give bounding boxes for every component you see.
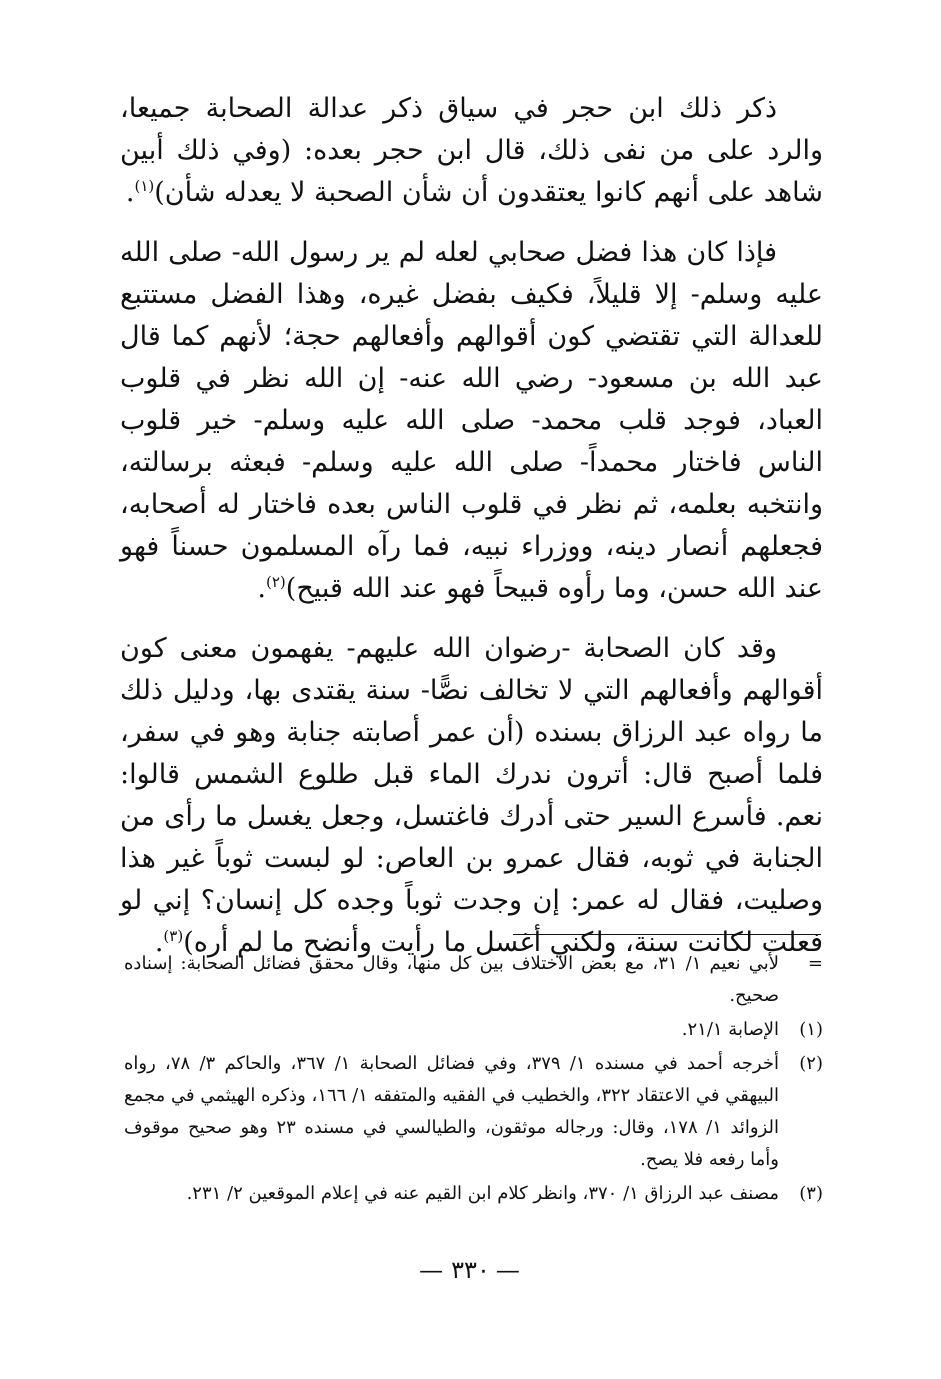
footnotes-section — [124, 948, 823, 1210]
paragraph-3-ending: . — [154, 927, 164, 958]
paragraph-2-text: فإذا كان هذا فضل صحابي لعله لم ير رسول الله- صلى الله عليه وسلم- إلا قليلاً، فكيف بفضل غيره، وهذا الفضل مستتبع للعدالة التي تقتضي كون أقوالهم وأفعالهم حجة؛ لأنهم كما قال عبد الله بن مسعود- رضي الله عنه- إن الله نظر في قلوب العباد، فوجد قلب محمد- صلى الله عليه وسلم- خير قلوب الناس فاختار محمداً- صلى الله عليه وسلم- فبعثه برسالته، وانتخبه بعلمه، ثم نظر في قلوب الناس بعده فاختار له أصحابه، فجعلهم أنصار دينه، ووزراء نبيه، فما رآه المسلمون حسناً فهو عند الله حسن، وما رأوه قبيحاً فهو عند الله قبيح) — [120, 237, 823, 604]
footnote-ref-3: (٣) — [163, 927, 184, 945]
footnote-marker: (١) — [799, 1019, 823, 1040]
paragraph-3-text: وقد كان الصحابة -رضوان الله عليهم- يفهمون معنى كون أقوالهم وأفعالهم التي لا تخالف نصًّا- سنة يقتدى بها، ودليل ذلك ما رواه عبد الرزاق بسنده (أن عمر أصابته جنابة وهو في سفر، فلما أصبح قال: أترون ندرك الماء قبل طلوع الشمس قالوا: نعم. فأسرع السير حتى أدرك فاغتسل، وجعل يغسل ما رأى من الجنابة في ثوبه، فقال عمرو بن العاص: لو لبست ثوباً غير هذا وصليت، فقال له عمر: إن وجدت ثوباً وجده كل إنسان؟ إني لو فعلت لكانت سنة، ولكني أغسل ما رأيت وأنضح ما لم أره) — [120, 633, 823, 958]
footnote-2 — [124, 1048, 823, 1176]
paragraph-1-ending: . — [125, 177, 135, 208]
page-number — [0, 1256, 941, 1284]
page-number-dash-right: — — [419, 1256, 446, 1284]
footnote-marker: (٣) — [799, 1183, 823, 1204]
footnote-marker: (٢) — [799, 1053, 823, 1074]
footnote-1 — [124, 1014, 823, 1046]
paragraph-1 — [120, 88, 823, 214]
paragraph-2 — [120, 232, 823, 610]
footnote-ref-1: (١) — [134, 177, 155, 195]
paragraph-3 — [120, 628, 823, 964]
footnote-text: لأبي نعيم ١/ ٣١، مع بعض الاختلاف بين كل منها، وقال محقق فضائل الصحابة: إسناده صحيح. — [124, 953, 779, 1006]
footnote-text: الإصابة ٢١/١. — [681, 1019, 779, 1040]
footnote-separator — [513, 934, 821, 935]
footnote-marker: = — [807, 953, 823, 974]
footnote-text: مصنف عبد الرزاق ١/ ٣٧٠، وانظر كلام ابن القيم عنه في إعلام الموقعين ٢/ ٢٣١. — [186, 1183, 779, 1204]
page-number-value: ٣٣٠ — [451, 1256, 490, 1284]
footnote-continuation — [124, 948, 823, 1012]
footnote-3 — [124, 1178, 823, 1210]
paragraph-2-ending: . — [257, 573, 266, 604]
footnote-text: أخرجه أحمد في مسنده ١/ ٣٧٩، وفي فضائل الصحابة ١/ ٣٦٧، والحاكم ٣/ ٧٨، رواه البيهقي في الاعتقاد ٣٢٢، والخطيب في الفقيه والمتفقه ١/ ١٦٦، وذكره الهيثمي في مجمع الزوائد ١/ ١٧٨، وقال: ورجاله موثقون، والطيالسي في مسنده ٢٣ وهو صحيح موقوف وأما رفعه فلا يصح. — [124, 1053, 779, 1170]
page-number-dash-left: — — [495, 1256, 522, 1284]
paragraph-1-text: ذكر ذلك ابن حجر في سياق ذكر عدالة الصحابة جميعا، والرد على من نفى ذلك، قال ابن حجر بعده: (وفي ذلك أبين شاهد على أنهم كانوا يعتقدون أن شأن الصحبة لا يعدله شأن) — [120, 93, 823, 208]
footnote-ref-2: (٢) — [266, 573, 286, 591]
